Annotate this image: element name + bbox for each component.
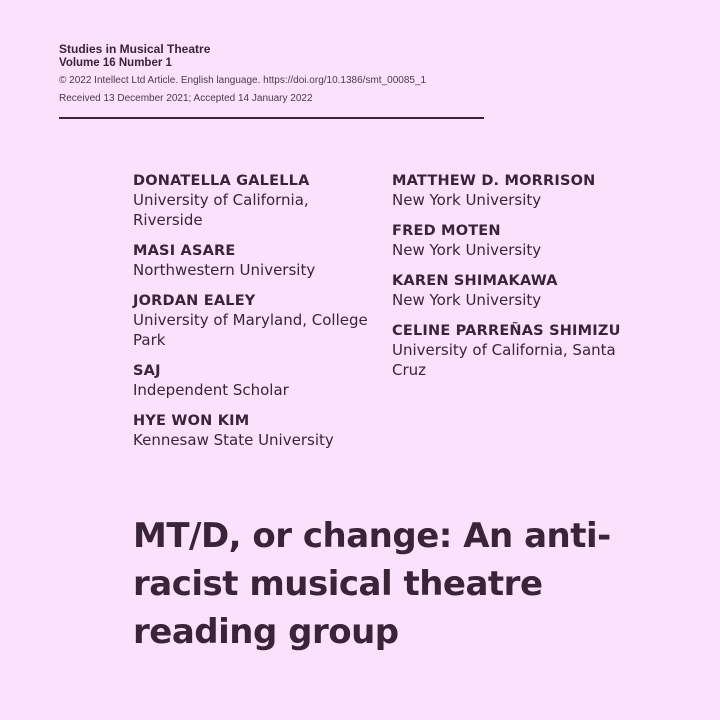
author-name: JORDAN EALEY — [133, 293, 256, 309]
author-entry — [392, 272, 652, 310]
author-entry — [133, 362, 383, 400]
author-entry — [133, 242, 383, 280]
authors-column-left — [133, 172, 383, 462]
journal-header — [59, 42, 484, 107]
authors-column-right — [392, 172, 652, 392]
author-entry — [133, 412, 383, 450]
author-entry — [133, 172, 383, 230]
author-name: SAJ — [133, 363, 161, 379]
author-affiliation: Independent Scholar — [133, 381, 289, 399]
author-name: DONATELLA GALELLA — [133, 173, 310, 189]
header-rule — [59, 117, 484, 119]
received-accepted-line: Received 13 December 2021; Accepted 14 January 2022 — [59, 93, 313, 104]
journal-title: Studies in Musical Theatre — [59, 42, 211, 56]
author-entry — [392, 322, 652, 380]
author-name: FRED MOTEN — [392, 223, 501, 239]
author-name: KAREN SHIMAKAWA — [392, 273, 558, 289]
article-title: MT/D, or change: An anti-racist musical theatre reading group — [133, 516, 611, 652]
author-affiliation: New York University — [392, 191, 542, 209]
author-affiliation: University of California, Riverside — [133, 191, 309, 229]
author-name: MATTHEW D. MORRISON — [392, 173, 596, 189]
author-name: HYE WON KIM — [133, 413, 250, 429]
author-name: MASI ASARE — [133, 243, 236, 259]
copyright-doi-line: © 2022 Intellect Ltd Article. English language. https://doi.org/10.1386/smt_00085_1 — [59, 75, 427, 86]
author-entry — [392, 222, 652, 260]
author-name: CELINE PARREÑAS SHIMIZU — [392, 323, 621, 339]
author-affiliation: University of California, Santa Cruz — [392, 341, 616, 379]
author-affiliation: New York University — [392, 291, 542, 309]
author-affiliation: Kennesaw State University — [133, 431, 334, 449]
author-entry — [133, 292, 383, 350]
author-affiliation: Northwestern University — [133, 261, 316, 279]
author-affiliation: New York University — [392, 241, 542, 259]
author-entry — [392, 172, 652, 210]
author-affiliation: University of Maryland, College Park — [133, 311, 368, 349]
volume-number: Volume 16 Number 1 — [59, 57, 172, 69]
